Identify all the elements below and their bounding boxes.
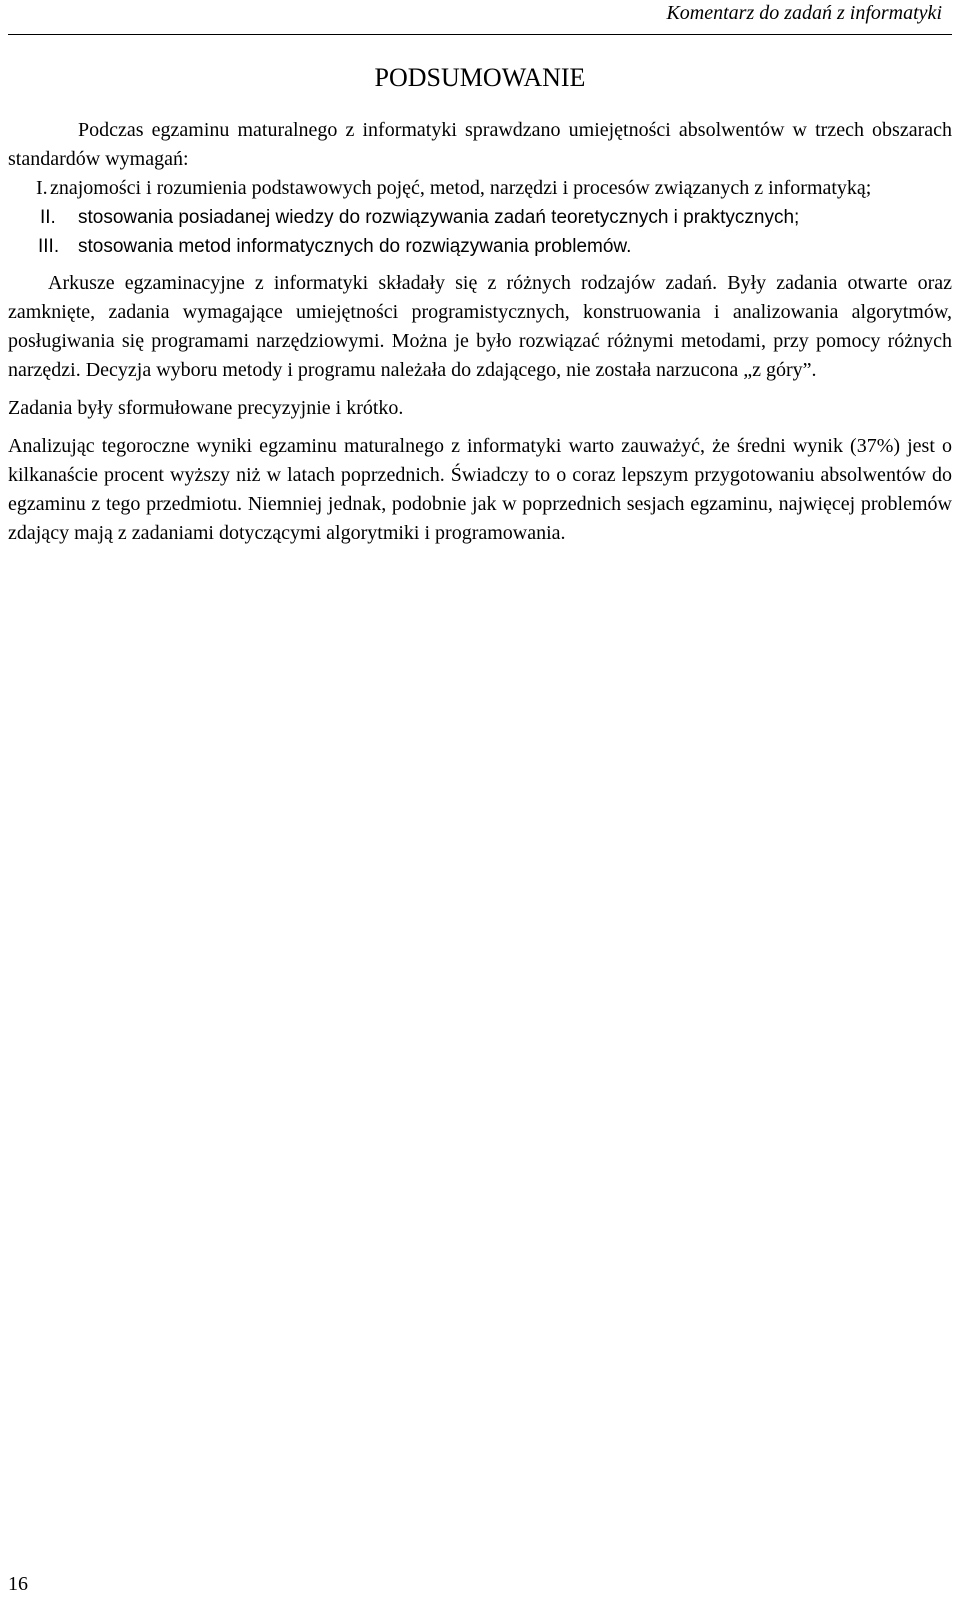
standard-item	[8, 232, 952, 261]
standard-text: stosowania metod informatycznych do rozwiązywania problemów.	[78, 236, 632, 257]
exam-sheets-paragraph: Arkusze egzaminacyjne z informatyki składały się z różnych rodzajów zadań. Były zadania otwarte oraz zamknięte, zadania wymagające umiejętności programistycznych, konstruowania i analizowania algorytmów, posługiwania się programami narzędziowymi. Można je było rozwiązać różnymi metodami, przy pomocy różnych narzędzi. Decyzja wyboru metody i programu należała do zdającego, nie została narzucona „z góry”.	[8, 272, 952, 381]
analysis-paragraph: Analizując tegoroczne wyniki egzaminu maturalnego z informatyki warto zauważyć, że średni wynik (37%) jest o kilkanaście procent wyższy niż w latach poprzednich. Świadczy to o coraz lepszym przygotowaniu absolwentów do egzaminu z tego przedmiotu. Niemniej jednak, podobnie jak w poprzednich sesjach egzaminu, najwięcej problemów zdający mają z zadaniami dotyczącymi algorytmiki i programowania.	[8, 435, 952, 544]
intro-paragraph: Podczas egzaminu maturalnego z informatyki sprawdzano umiejętności absolwentów w trzech obszarach standardów wymagań:	[8, 119, 952, 170]
standard-item	[8, 203, 952, 232]
page-header	[8, 0, 952, 35]
standard-number: II.	[40, 207, 56, 228]
page-content	[8, 62, 952, 548]
standard-text: stosowania posiadanej wiedzy do rozwiązywania zadań teoretycznych i praktycznych;	[78, 207, 800, 228]
running-title: Komentarz do zadań z informatyki	[666, 2, 942, 24]
standard-number: I.	[36, 177, 48, 199]
standards-list	[8, 174, 952, 261]
standard-item	[8, 174, 952, 203]
page-title: PODSUMOWANIE	[374, 63, 586, 92]
page-number: 16	[8, 1573, 28, 1595]
tasks-paragraph: Zadania były sformułowane precyzyjnie i krótko.	[8, 397, 404, 419]
standard-text: znajomości i rozumienia podstawowych pojęć, metod, narzędzi i procesów związanych z informatyką;	[50, 177, 872, 199]
standard-number: III.	[38, 236, 60, 257]
